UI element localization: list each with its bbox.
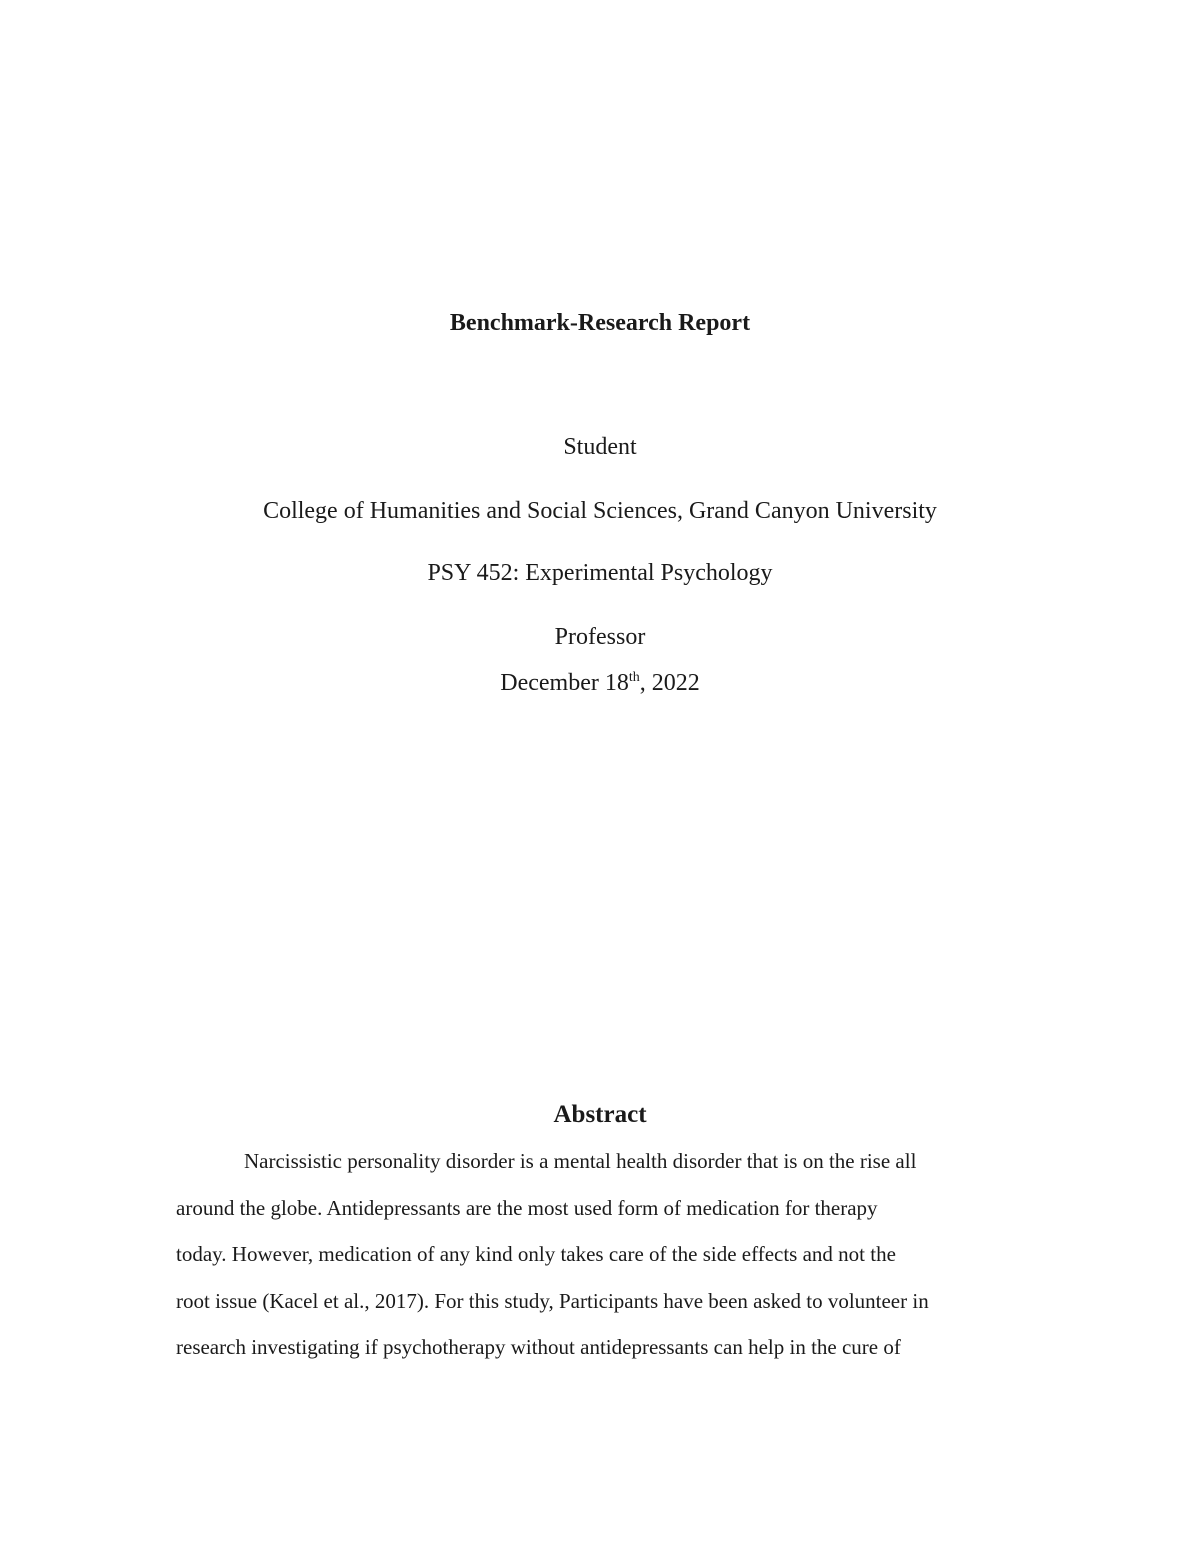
abstract-line: around the globe. Antidepressants are the most used form of medication for therapy (176, 1195, 878, 1220)
abstract-line: root issue (Kacel et al., 2017). For this study, Participants have been asked to volunteer in (176, 1288, 929, 1313)
abstract-line: Narcissistic personality disorder is a mental health disorder that is on the rise all (244, 1149, 917, 1173)
date-superscript: th (628, 670, 640, 685)
date-prefix: December 18 (500, 670, 629, 696)
student-name: Student (563, 434, 637, 460)
abstract-line: today. However, medication of any kind only takes care of the side effects and not the (176, 1242, 896, 1267)
report-date (0, 668, 1200, 698)
professor-name: Professor (554, 624, 646, 650)
abstract-body (176, 1146, 1036, 1379)
college-affiliation: College of Humanities and Social Sciences, Grand Canyon University (263, 498, 937, 524)
abstract-line: research investigating if psychotherapy without antidepressants can help in the cure of (176, 1335, 901, 1360)
course-name: PSY 452: Experimental Psychology (427, 560, 773, 586)
date-suffix: , 2022 (639, 670, 700, 696)
report-title: Benchmark-Research Report (449, 310, 751, 336)
abstract-heading: Abstract (553, 1101, 647, 1128)
